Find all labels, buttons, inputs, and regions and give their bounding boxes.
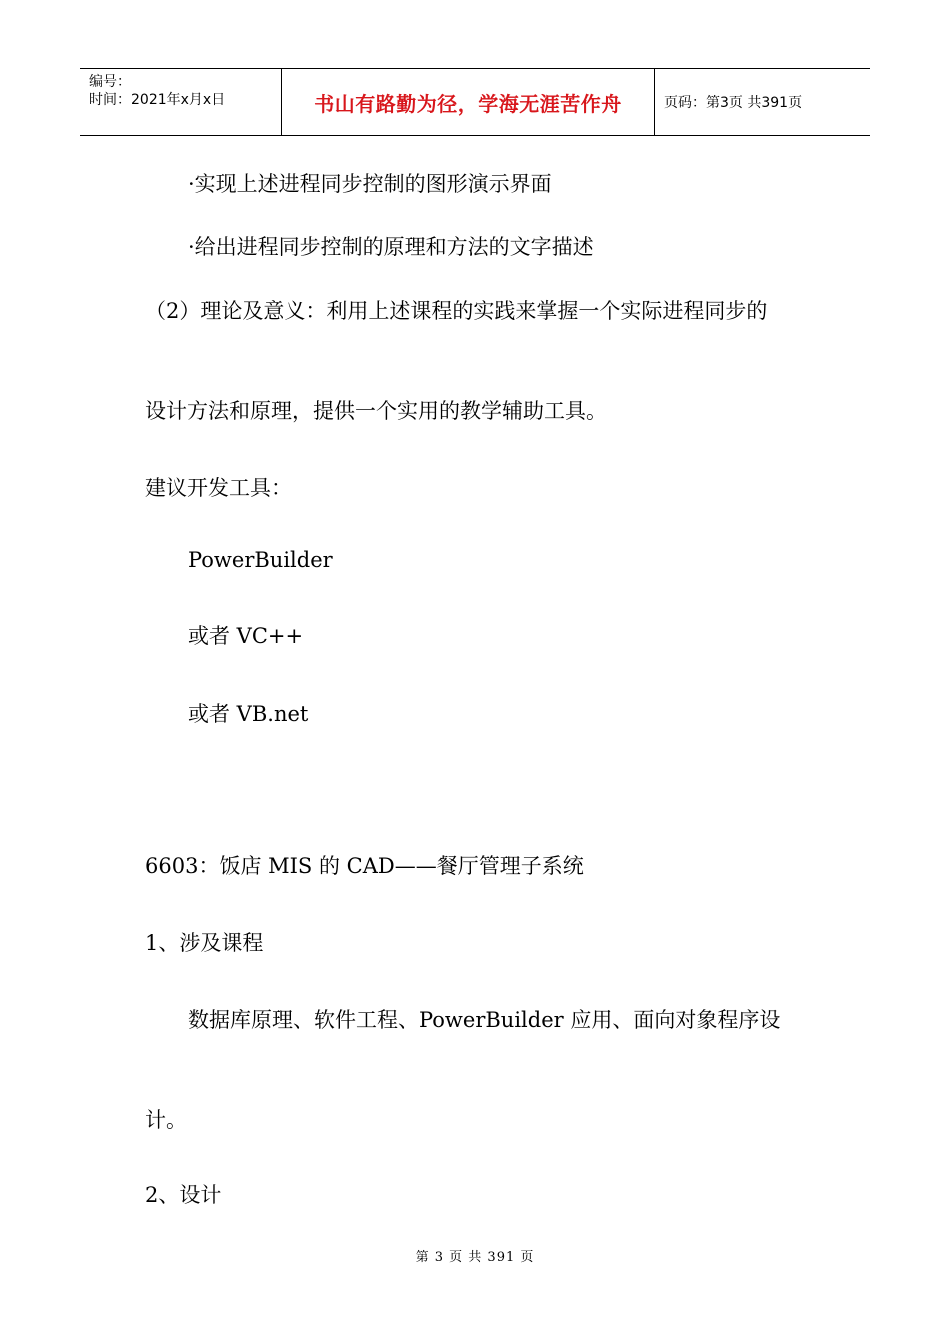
body-line-section-1: 1、涉及课程 [145, 931, 264, 955]
body-line-topic-title: 6603：饭店 MIS 的 CAD——餐厅管理子系统 [145, 854, 584, 878]
header-motto: 书山有路勤为径，学海无涯苦作舟 [282, 69, 655, 135]
body-line-courses: 数据库原理、软件工程、PowerBuilder 应用、面向对象程序设 [188, 1008, 781, 1032]
body-line-tool-vbnet: 或者 VB.net [188, 702, 309, 726]
body-line-theory-cont: 设计方法和原理，提供一个实用的教学辅助工具。 [145, 399, 607, 423]
body-line-bullet-1: ·实现上述进程同步控制的图形演示界面 [188, 172, 552, 196]
document-number-label: 编号： [89, 74, 131, 90]
footer-page-number: 第 3 页 共 391 页 [415, 1250, 535, 1265]
body-line-theory: （2）理论及意义：利用上述课程的实践来掌握一个实际进程同步的 [145, 299, 768, 323]
body-line-courses-cont: 计。 [145, 1108, 187, 1132]
body-line-tool-powerbuilder: PowerBuilder [188, 548, 333, 572]
document-time-label: 时间：2021年x月x日 [89, 92, 226, 108]
header-meta [80, 69, 282, 135]
body-line-tools-heading: 建议开发工具： [145, 476, 292, 500]
page-header [80, 68, 870, 136]
body-line-tool-vc: 或者 VC++ [188, 624, 304, 648]
header-page-info: 页码：第3页 共391页 [664, 95, 803, 111]
body-line-section-2: 2、设计 [145, 1183, 222, 1207]
page-footer [0, 1246, 950, 1265]
body-line-bullet-2: ·给出进程同步控制的原理和方法的文字描述 [188, 235, 594, 259]
